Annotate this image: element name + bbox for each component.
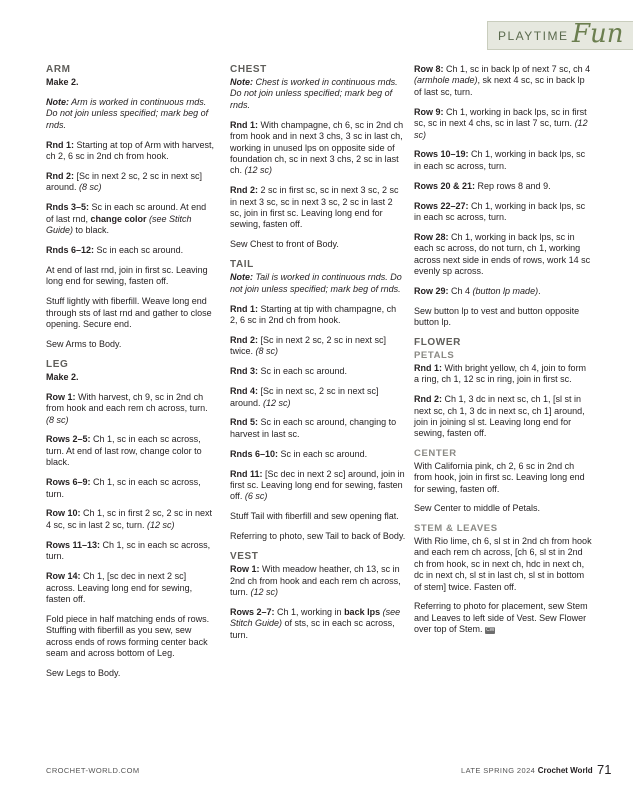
center-para-1: With California pink, ch 2, 6 sc in 2nd ch from hook, join in first sc. Leaving long end for sewing, fasten off. [414, 460, 585, 494]
tail-para-1: Stuff Tail with fiberfill and sew opening flat. [230, 511, 399, 522]
arm-rnds-6-12: Rnds 6–12: Sc in each sc around. [46, 244, 184, 255]
leg-make: Make 2. [46, 371, 79, 382]
leg-row-10: Row 10: Ch 1, sc in first 2 sc, 2 sc in next 4 sc, sc in last 2 sc, turn. (12 sc) [46, 508, 213, 530]
arm-heading: ARM [46, 64, 71, 75]
stem-leaves-heading: STEM & LEAVES [414, 523, 498, 535]
leg-row-14: Row 14: Ch 1, [sc dec in next 2 sc] across. Leaving long end for sewing, fasten off. [46, 571, 193, 604]
vest-row-9: Row 9: Ch 1, working in back lps, sc in first sc, sc in next 4 chs, sc in last 7 sc, turn. (12 sc) [414, 106, 588, 140]
vest-rows-10-19: Rows 10–19: Ch 1, working in back lps, sc in each sc across, turn. [414, 149, 586, 171]
chest-rnd-1: Rnd 1: With champagne, ch 6, sc in 2nd ch from hook and in next 3 chs, 3 sc in last ch, working in unused lps on opposite side of foundation ch, sc in next 3 chs, 2 sc in last ch. (12 sc) [230, 119, 404, 176]
arm-para-1: At end of last rnd, join in first sc. Leaving long end for sewing, fasten off. [46, 264, 208, 287]
page-number: 71 [597, 762, 612, 777]
center-para-2: Sew Center to middle of Petals. [414, 503, 541, 514]
arm-para-2: Stuff lightly with fiberfill. Weave long end through sts of last rnd and gather to close opening. Secure end. [46, 296, 212, 329]
arm-rnd-2: Rnd 2: [Sc in next 2 sc, 2 sc in next sc] around. (8 sc) [46, 170, 203, 193]
vest-para-1: Sew button lp to vest and button opposite button lp. [414, 306, 580, 328]
arm-rnd-1: Rnd 1: Starting at top of Arm with harvest, ch 2, 6 sc in 2nd ch from hook. [46, 139, 215, 162]
tail-rnd-11: Rnd 11: [Sc dec in next 2 sc] around, join in first sc. Leaving long end for sewing, fasten off. (6 sc) [230, 468, 405, 502]
arm-make: Make 2. [46, 77, 79, 87]
vest-rows-2-7: Rows 2–7: Ch 1, working in back lps (see Stitch Guide) of sts, sc in each sc across, turn. [230, 606, 401, 640]
tail-rnd-3: Rnd 3: Sc in each sc around. [230, 366, 348, 377]
tail-rnd-2: Rnd 2: [Sc in next 2 sc, 2 sc in next sc] twice. (8 sc) [230, 334, 387, 357]
vest-row-29: Row 29: Ch 4 (button lp made). [414, 286, 541, 297]
stem-para-2: Referring to photo for placement, sew Stem and Leaves to left side of Vest. Sew Flower over top of Stem. CW [414, 601, 588, 635]
leg-para-2: Sew Legs to Body. [46, 667, 121, 678]
tail-rnd-1: Rnd 1: Starting at tip with champagne, ch 2, 6 sc in 2nd ch from hook. [230, 303, 397, 325]
banner-playtime: PLAYTIME [498, 29, 569, 43]
chest-rnd-2: Rnd 2: 2 sc in first sc, sc in next 3 sc, 2 sc in next 3 sc, sc in next 3 sc, 2 sc in last 2 sc, join in first sc. Leaving long end for sewing, fasten off. [230, 185, 399, 230]
footer-issue: LATE SPRING 2024 Crochet World [461, 766, 593, 775]
column-2 [230, 64, 406, 650]
leg-rows-2-5: Rows 2–5: Ch 1, sc in each sc across, turn. At end of last row, change color to black. [46, 434, 202, 468]
vest-rows-22-27: Rows 22–27: Ch 1, working in back lps, sc in each sc across, turn. [414, 200, 586, 223]
vest-row-28: Row 28: Ch 1, working in back lps, sc in each sc across, do not turn, ch 1, working across next side in ends of rows, work 14 sc evenly sp across. [414, 231, 591, 277]
vest-row-1: Row 1: With meadow heather, ch 13, sc in 2nd ch from hook and each rem ch across, turn. (12 sc) [230, 564, 401, 597]
leg-heading: LEG [46, 358, 69, 370]
arm-para-3: Sew Arms to Body. [46, 338, 122, 349]
footer-magazine: Crochet World [537, 766, 593, 775]
tail-rnds-6-10: Rnds 6–10: Sc in each sc around. [230, 448, 368, 459]
tail-rnd-5: Rnd 5: Sc in each sc around, changing to harvest in last sc. [230, 417, 397, 439]
stem-para-1: With Rio lime, ch 6, sl st in 2nd ch from hook and each rem ch across, [ch 6, sl st in 2nd ch from hook, sc in next ch, hdc in next ch, dc in next ch, sl st in last ch, sl st in bottom of stem] twice. Fasten off. [414, 535, 592, 592]
leg-para-1: Fold piece in half matching ends of rows. Stuffing with fiberfill as you sew, sew across ends of rows forming center back seam and across bottom of Leg. [46, 613, 210, 659]
chest-heading: CHEST [230, 64, 267, 75]
leg-rows-6-9: Rows 6–9: Ch 1, sc in each sc across, turn. [46, 477, 201, 499]
petals-rnd-1: Rnd 1: With bright yellow, ch 4, join to form a ring, ch 1, 12 sc in ring, join in first sc. [414, 362, 587, 385]
vest-rows-20-21: Rows 20 & 21: Rep rows 8 and 9. [414, 180, 551, 191]
end-mark-icon: CW [486, 627, 495, 634]
petals-rnd-2: Rnd 2: Ch 1, 3 dc in next sc, ch 1, [sl st in next sc, ch 1, 3 dc in next sc, ch 1] around, join in joining sl st. Leaving long end for sewing, fasten off. [414, 394, 585, 439]
tail-para-2: Referring to photo, sew Tail to back of Body. [230, 531, 406, 542]
tail-heading: TAIL [230, 259, 254, 271]
section-banner [487, 21, 633, 50]
column-3 [414, 64, 592, 644]
center-heading: CENTER [414, 448, 457, 460]
footer-website: CROCHET-WORLD.COM [46, 766, 140, 775]
petals-heading: PETALS [414, 350, 455, 362]
arm-rnds-3-5: Rnds 3–5: Sc in each sc around. At end of last rnd, change color (see Stitch Guide) to black. [46, 202, 207, 236]
column-1 [46, 64, 216, 688]
banner-fun-script: Fun [572, 19, 624, 49]
vest-row-8: Row 8: Ch 1, sc in back lp of next 7 sc, ch 4 (armhole made), sk next 4 sc, sc in back lp of last sc, turn. [414, 64, 591, 97]
tail-note: Note: Tail is worked in continuous rnds. Do not join unless specified; mark beg of rnds. [230, 272, 402, 294]
arm-note: Note: Arm is worked in continuous rnds. Do not join unless specified; mark beg of rnds. [46, 96, 209, 130]
leg-rows-11-13: Rows 11–13: Ch 1, sc in each sc across, turn. [46, 539, 211, 562]
chest-note: Note: Chest is worked in continuous rnds. Do not join unless specified; mark beg of rnds. [230, 77, 398, 110]
flower-heading: FLOWER [414, 337, 461, 349]
chest-para-1: Sew Chest to front of Body. [230, 239, 339, 250]
vest-heading: VEST [230, 551, 259, 563]
tail-rnd-4: Rnd 4: [Sc in next sc, 2 sc in next sc] around. (12 sc) [230, 386, 379, 408]
leg-row-1: Row 1: With harvest, ch 9, sc in 2nd ch from hook and each rem ch across, turn. (8 sc) [46, 391, 208, 425]
